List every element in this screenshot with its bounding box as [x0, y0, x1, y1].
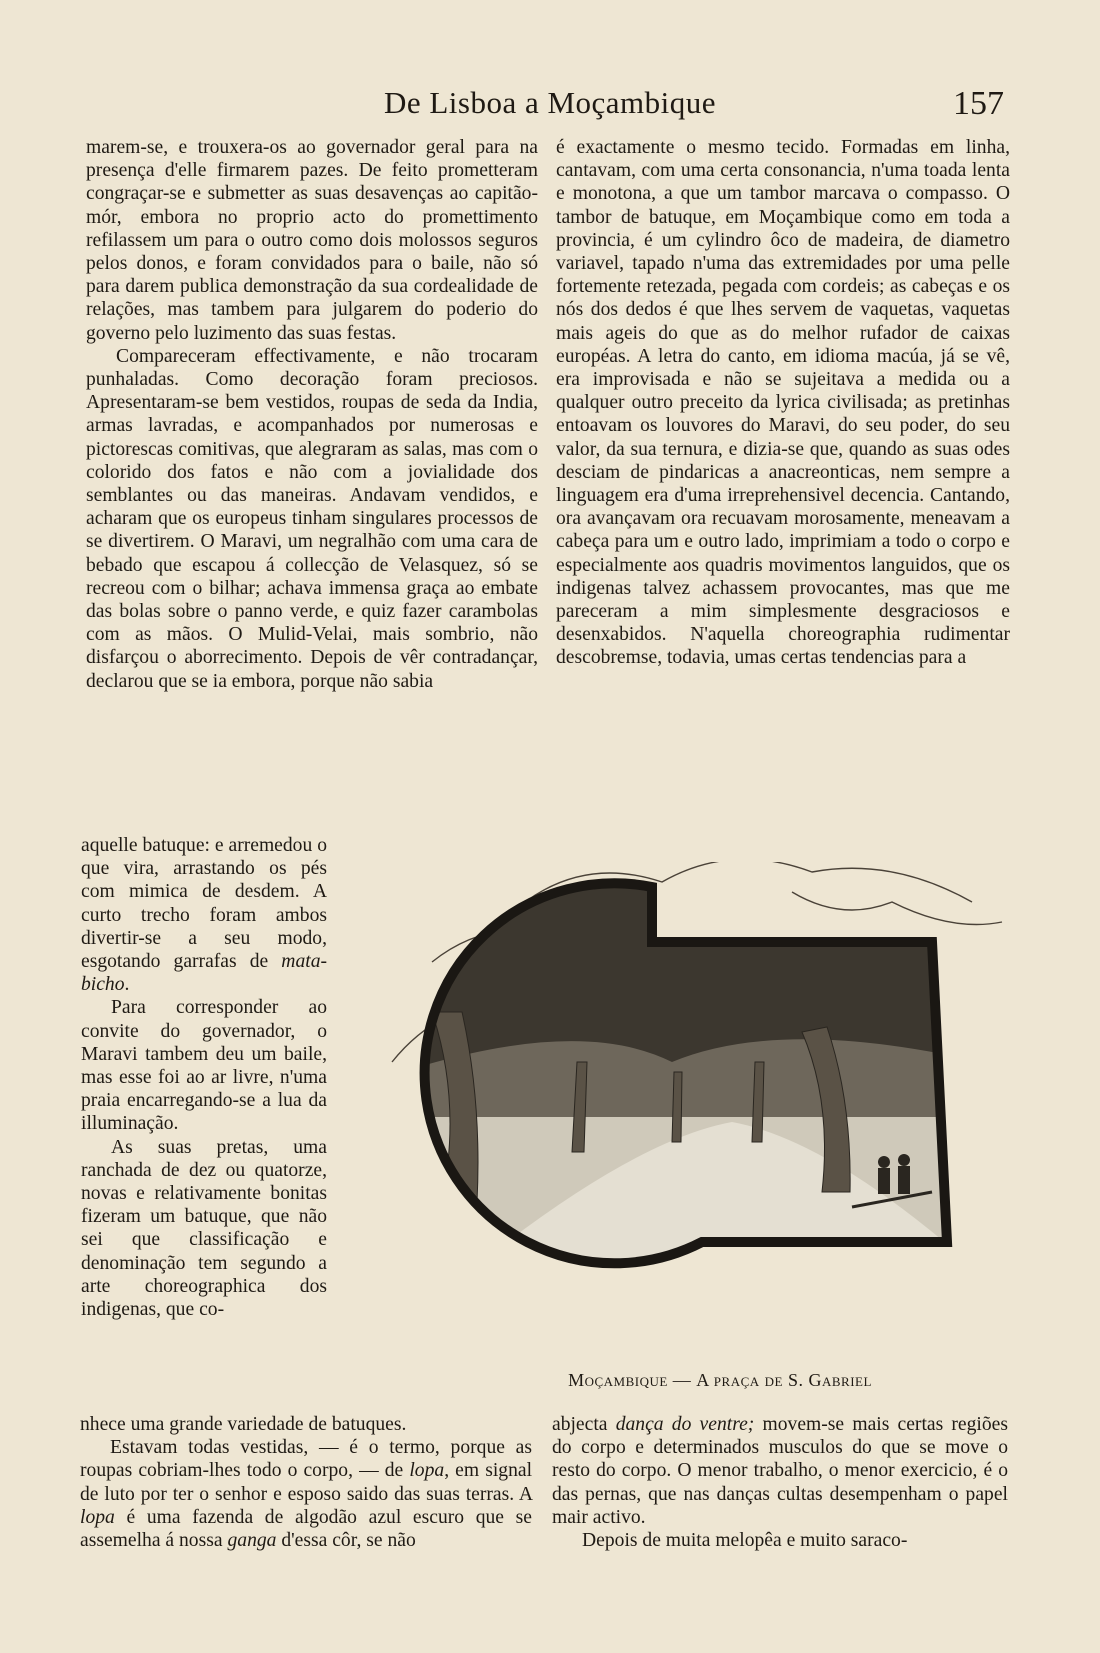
text-run: movem-se mais certas regiões do corpo e determinados musculos do que se move o resto do corpo. O menor trabalho, o menor exercicio, é o das pernas, que nas danças cultas desempenham o papel mair activo.: [552, 1414, 1008, 1528]
paragraph: [80, 1436, 532, 1552]
caption-title: A praça de S. Gabriel: [696, 1370, 872, 1390]
text-run: , em signal de luto por ter o senhor e esposo saido das suas terras. A: [80, 1460, 533, 1505]
left-column-top: [86, 136, 538, 693]
paragraph: nhece uma grande variedade de batuques.: [80, 1414, 407, 1435]
paragraph: Depois de muita melopêa e muito saraco-: [582, 1530, 908, 1552]
paragraph: Para corresponder ao convite do governador, o Maravi tambem deu um baile, mas esse foi ao ar livre, n'uma praia encarregando-se a lua da illuminação.: [81, 997, 327, 1135]
text-run: abjecta: [552, 1414, 608, 1435]
right-column-top: [556, 136, 1010, 670]
text-run: d'essa côr, se não: [281, 1530, 416, 1552]
text-run: aquelle batuque: e arremedou o que vira, arrastando os pés com mimica de desdem. A curto trecho foram ambos divertir-se a seu modo, esgotando garrafas de: [81, 835, 327, 973]
italic-term: lopa: [409, 1460, 445, 1482]
text-run: é uma fazenda de algodão azul escuro que se assemelha á nossa: [80, 1506, 532, 1552]
paragraph: [81, 834, 327, 996]
paragraph: Compareceram effectivamente, e não trocaram punhaladas. Como decoração foram preciosos. Apresentaram-se bem vestidos, roupas de seda da India, armas lavradas, e acompanhados por numerosas e pictorescas comitivas, que alegraram as salas, mas com o colorido dos fatos e não com a jovialidade dos semblantes ou das maneiras. Andavam vendidos, e acharam que os europeus tinham singulares processos de se divertirem. O Maravi, um negralhão com uma cara de bebado que escapou á collecção de Velasquez, só se recreou com o bilhar; achava immensa graça ao embate das bolas sobre o panno verde, e quiz fazer carambolas com as mãos. O Mulid-Velai, mais sombrio, não disfarçou o aborrecimento. Depois de vêr contradançar, declarou que se ia embora, porque não sabia: [86, 345, 538, 692]
left-column-bottom: [80, 1413, 532, 1552]
paragraph: marem-se, e trouxera-os ao governador geral para na presença d'elle firmarem pazes. De feito prometteram congraçar-se e submetter as suas desavenças ao capitão-mór, embora no proprio acto do promettimento refilassem um para o outro como dois molossos seguros pelos donos, e foram convidados para o baile, não só para darem publica demonstração da sua cordealidade de relações, mas tambem para julgarem do poderio do governo pelo luzimento das suas festas.: [86, 137, 538, 344]
paragraph: [552, 1413, 1008, 1529]
text-run: .: [124, 974, 130, 996]
engraving-illustration: [372, 862, 1022, 1302]
paragraph: é exactamente o mesmo tecido. Formadas em linha, cantavam, com uma certa consonancia, n'uma toada lenta e monotona, a que um tambor marcava o compasso. O tambor de batuque, em Moçambique como em toda a provincia, é um cylindro ôco de madeira, de diametro variavel, tapado n'uma das extremidades por uma pelle fortemente retezada, pegada com cordeis; as cabeças e os nós dos dedos é que lhes servem de vaquetas, vaquetas mais ageis do que as do melhor rufador de caixas européas. A letra do canto, em idioma macúa, já se vê, era improvisada e não se sujeitava a medida ou a qualquer outro preceito da lyrica civilisada; as pretinhas entoavam os louvores do Maravi, do seu poder, do seu valor, da sua ternura, e dizia-se que, quando as suas odes desciam de pindaricas a anacreonticas, nem sempre a linguagem era d'uma irreprehensivel decencia. Cantando, ora avançavam ora recuavam morosamente, meneavam a cabeça para um e outro lado, imprimiam a todo o corpo e especialmente aos quadris movimentos languidos, que os indigenas talvez achassem provocantes, mas que me pareceram a mim simplesmente desgraciosos e desenxabidos. N'aquella choreographia rudimentar descobremse, todavia, umas certas tendencias para a: [556, 137, 1010, 669]
caption-place: Moçambique: [568, 1370, 668, 1390]
right-column-bottom: [552, 1413, 1008, 1552]
italic-term: dança do ventre;: [615, 1414, 755, 1435]
illustration-caption: [440, 1370, 1000, 1391]
italic-term: lopa: [80, 1506, 115, 1528]
text-run: Estavam todas vestidas, — é o termo, porque as roupas cobriam-lhes todo o corpo, — de: [80, 1437, 532, 1482]
page-number: 157: [953, 85, 1004, 122]
running-title: De Lisboa a Moçambique: [383, 85, 717, 120]
italic-term: mata-bicho: [81, 951, 328, 996]
left-column-wrap: [81, 834, 327, 1321]
italic-term: ganga: [227, 1530, 277, 1552]
caption-dash: —: [667, 1370, 697, 1390]
paragraph: As suas pretas, uma ranchada de dez ou quatorze, novas e relativamente bonitas fizeram um batuque, que não sei que classificação e denominação tem segundo a arte choreographica dos indigenas, que co-: [81, 1136, 327, 1321]
